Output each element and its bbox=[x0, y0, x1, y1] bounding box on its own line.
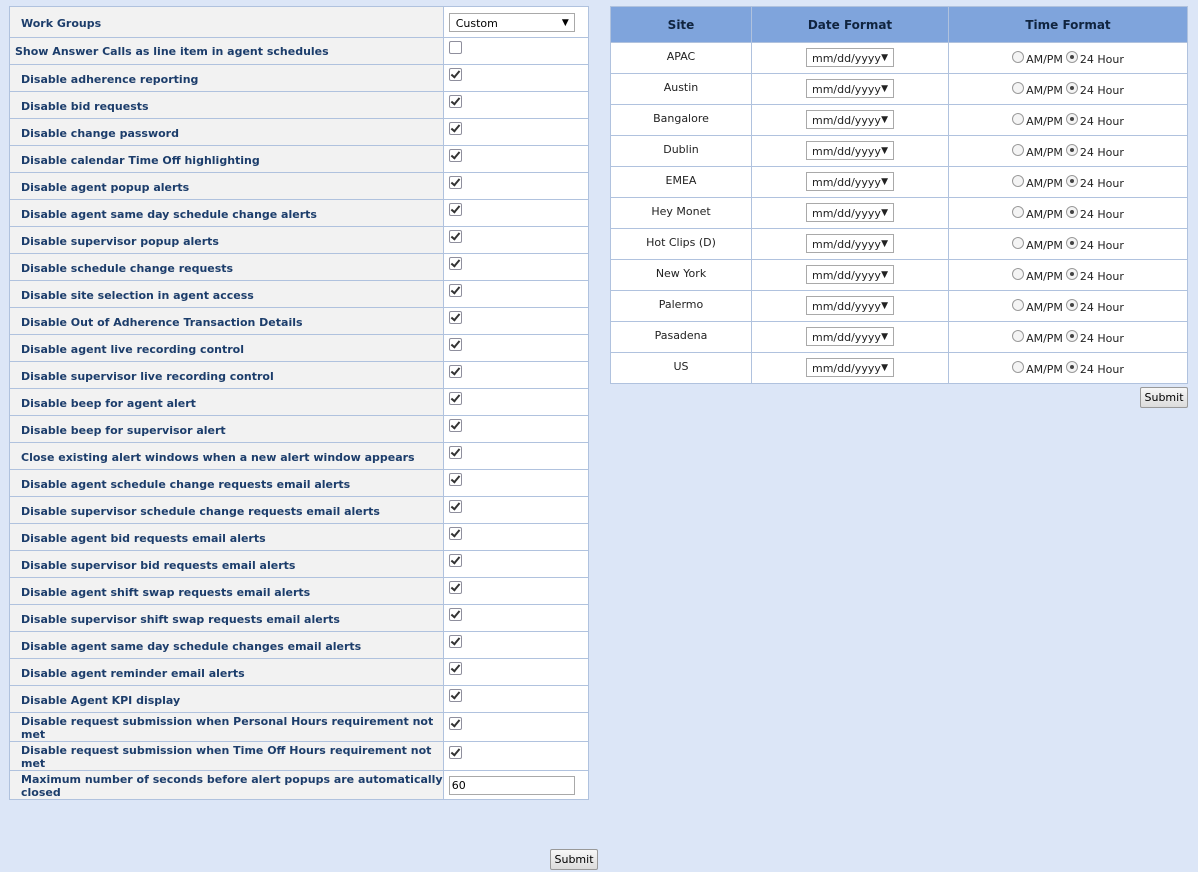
site-name: New York bbox=[611, 260, 752, 291]
time-format-radio-group bbox=[1012, 237, 1124, 252]
setting-control-cell bbox=[443, 742, 588, 771]
work-groups-value: Custom bbox=[455, 16, 498, 30]
site-name: Dublin bbox=[611, 136, 752, 167]
date-format-select[interactable] bbox=[806, 141, 894, 160]
setting-checkbox[interactable] bbox=[449, 554, 462, 567]
setting-row bbox=[10, 389, 589, 416]
h24-radio[interactable] bbox=[1066, 237, 1078, 249]
date-format-cell bbox=[752, 43, 949, 74]
site-row bbox=[611, 136, 1188, 167]
ampm-label: AM/PM bbox=[1026, 53, 1063, 66]
setting-label: Disable bid requests bbox=[10, 92, 444, 119]
ampm-radio[interactable] bbox=[1012, 361, 1024, 373]
ampm-label: AM/PM bbox=[1026, 363, 1063, 376]
h24-label: 24 Hour bbox=[1079, 270, 1124, 283]
time-format-cell bbox=[949, 229, 1188, 260]
settings-submit-button[interactable]: Submit bbox=[550, 849, 598, 870]
h24-radio[interactable] bbox=[1066, 82, 1078, 94]
setting-checkbox[interactable] bbox=[449, 662, 462, 675]
setting-control-cell bbox=[443, 362, 588, 389]
h24-label: 24 Hour bbox=[1079, 363, 1124, 376]
date-format-cell bbox=[752, 322, 949, 353]
date-format-column-header: Date Format bbox=[752, 7, 949, 43]
h24-label: 24 Hour bbox=[1079, 177, 1124, 190]
setting-label: Disable agent same day schedule changes email alerts bbox=[10, 632, 444, 659]
site-row bbox=[611, 198, 1188, 229]
setting-row bbox=[10, 470, 589, 497]
setting-checkbox[interactable] bbox=[449, 68, 462, 81]
chevron-down-icon: ▼ bbox=[881, 301, 888, 311]
date-format-cell bbox=[752, 198, 949, 229]
chevron-down-icon: ▼ bbox=[561, 17, 569, 28]
site-row bbox=[611, 74, 1188, 105]
date-format-select[interactable] bbox=[806, 296, 894, 315]
setting-label: Disable agent schedule change requests email alerts bbox=[10, 470, 444, 497]
max-seconds-input[interactable]: 60 bbox=[449, 776, 575, 795]
date-format-select[interactable] bbox=[806, 358, 894, 377]
site-name: US bbox=[611, 353, 752, 384]
site-formats-table bbox=[610, 6, 1188, 384]
work-groups-select[interactable] bbox=[449, 13, 575, 32]
setting-checkbox[interactable] bbox=[449, 473, 462, 486]
chevron-down-icon: ▼ bbox=[881, 239, 888, 249]
setting-row bbox=[10, 173, 589, 200]
setting-row bbox=[10, 119, 589, 146]
setting-label: Disable supervisor bid requests email alerts bbox=[10, 551, 444, 578]
setting-control-cell bbox=[443, 443, 588, 470]
time-format-cell bbox=[949, 43, 1188, 74]
setting-checkbox[interactable] bbox=[449, 230, 462, 243]
ampm-label: AM/PM bbox=[1026, 239, 1063, 252]
setting-label: Disable schedule change requests bbox=[10, 254, 444, 281]
setting-label: Show Answer Calls as line item in agent schedules bbox=[10, 38, 444, 65]
date-format-cell bbox=[752, 291, 949, 322]
date-format-select[interactable] bbox=[806, 265, 894, 284]
ampm-radio[interactable] bbox=[1012, 82, 1024, 94]
setting-control-cell bbox=[443, 497, 588, 524]
time-format-cell bbox=[949, 291, 1188, 322]
h24-radio[interactable] bbox=[1066, 206, 1078, 218]
site-name: Austin bbox=[611, 74, 752, 105]
h24-radio[interactable] bbox=[1066, 144, 1078, 156]
setting-row bbox=[10, 686, 589, 713]
h24-label: 24 Hour bbox=[1079, 115, 1124, 128]
time-format-cell bbox=[949, 105, 1188, 136]
date-format-cell bbox=[752, 74, 949, 105]
date-format-cell bbox=[752, 353, 949, 384]
time-format-cell bbox=[949, 198, 1188, 229]
date-format-value: mm/dd/yyyy bbox=[812, 52, 881, 65]
setting-row bbox=[10, 497, 589, 524]
site-name: Pasadena bbox=[611, 322, 752, 353]
setting-label: Disable calendar Time Off highlighting bbox=[10, 146, 444, 173]
chevron-down-icon: ▼ bbox=[881, 332, 888, 342]
h24-radio[interactable] bbox=[1066, 175, 1078, 187]
date-format-cell bbox=[752, 105, 949, 136]
setting-row bbox=[10, 65, 589, 92]
site-name: EMEA bbox=[611, 167, 752, 198]
time-format-radio-group bbox=[1012, 206, 1124, 221]
setting-control-cell bbox=[443, 713, 588, 742]
settings-table bbox=[9, 6, 589, 800]
settings-panel bbox=[9, 6, 594, 866]
setting-row bbox=[10, 308, 589, 335]
setting-checkbox[interactable] bbox=[449, 203, 462, 216]
setting-checkbox[interactable] bbox=[449, 365, 462, 378]
time-format-cell bbox=[949, 260, 1188, 291]
time-format-cell bbox=[949, 353, 1188, 384]
setting-checkbox[interactable] bbox=[449, 746, 462, 759]
setting-label: Disable site selection in agent access bbox=[10, 281, 444, 308]
ampm-radio[interactable] bbox=[1012, 51, 1024, 63]
ampm-radio[interactable] bbox=[1012, 237, 1024, 249]
setting-label: Disable supervisor shift swap requests email alerts bbox=[10, 605, 444, 632]
h24-label: 24 Hour bbox=[1079, 53, 1124, 66]
setting-row bbox=[10, 524, 589, 551]
setting-control-cell bbox=[443, 119, 588, 146]
setting-checkbox[interactable] bbox=[449, 95, 462, 108]
time-format-column-header: Time Format bbox=[949, 7, 1188, 43]
ampm-radio[interactable] bbox=[1012, 113, 1024, 125]
h24-radio[interactable] bbox=[1066, 51, 1078, 63]
setting-row bbox=[10, 362, 589, 389]
setting-checkbox[interactable] bbox=[449, 311, 462, 324]
date-format-value: mm/dd/yyyy bbox=[812, 300, 881, 313]
setting-row bbox=[10, 605, 589, 632]
setting-checkbox[interactable] bbox=[449, 176, 462, 189]
setting-row bbox=[10, 551, 589, 578]
setting-row bbox=[10, 416, 589, 443]
ampm-label: AM/PM bbox=[1026, 146, 1063, 159]
ampm-radio[interactable] bbox=[1012, 206, 1024, 218]
site-formats-submit-button[interactable]: Submit bbox=[1140, 387, 1188, 408]
setting-label: Disable request submission when Time Off Hours requirement not met bbox=[10, 742, 444, 771]
setting-control-cell bbox=[443, 146, 588, 173]
setting-checkbox[interactable] bbox=[449, 149, 462, 162]
setting-label: Disable Out of Adherence Transaction Details bbox=[10, 308, 444, 335]
setting-label: Disable agent shift swap requests email alerts bbox=[10, 578, 444, 605]
setting-label: Disable Agent KPI display bbox=[10, 686, 444, 713]
setting-label: Close existing alert windows when a new alert window appears bbox=[10, 443, 444, 470]
site-row bbox=[611, 353, 1188, 384]
h24-radio[interactable] bbox=[1066, 361, 1078, 373]
setting-control-cell bbox=[443, 227, 588, 254]
chevron-down-icon: ▼ bbox=[881, 177, 888, 187]
max-seconds-label: Maximum number of seconds before alert popups are automatically closed bbox=[10, 771, 444, 800]
setting-label: Disable agent bid requests email alerts bbox=[10, 524, 444, 551]
site-column-header: Site bbox=[611, 7, 752, 43]
setting-row bbox=[10, 200, 589, 227]
ampm-label: AM/PM bbox=[1026, 332, 1063, 345]
setting-control-cell bbox=[443, 605, 588, 632]
work-groups-label: Work Groups bbox=[10, 7, 444, 38]
setting-control-cell bbox=[443, 335, 588, 362]
max-seconds-cell bbox=[443, 771, 588, 800]
time-format-cell bbox=[949, 74, 1188, 105]
site-name: Hey Monet bbox=[611, 198, 752, 229]
setting-control-cell bbox=[443, 524, 588, 551]
time-format-radio-group bbox=[1012, 82, 1124, 97]
setting-checkbox[interactable] bbox=[449, 338, 462, 351]
setting-label: Disable supervisor live recording control bbox=[10, 362, 444, 389]
setting-label: Disable agent popup alerts bbox=[10, 173, 444, 200]
time-format-cell bbox=[949, 167, 1188, 198]
setting-checkbox[interactable] bbox=[449, 527, 462, 540]
setting-label: Disable agent live recording control bbox=[10, 335, 444, 362]
setting-checkbox[interactable] bbox=[449, 500, 462, 513]
chevron-down-icon: ▼ bbox=[881, 208, 888, 218]
setting-control-cell bbox=[443, 551, 588, 578]
date-format-cell bbox=[752, 260, 949, 291]
date-format-select[interactable] bbox=[806, 79, 894, 98]
setting-row bbox=[10, 578, 589, 605]
setting-checkbox[interactable] bbox=[449, 392, 462, 405]
site-row bbox=[611, 291, 1188, 322]
setting-row bbox=[10, 335, 589, 362]
setting-control-cell bbox=[443, 281, 588, 308]
setting-checkbox[interactable] bbox=[449, 581, 462, 594]
setting-label: Disable supervisor schedule change requests email alerts bbox=[10, 497, 444, 524]
date-format-value: mm/dd/yyyy bbox=[812, 362, 881, 375]
setting-control-cell bbox=[443, 38, 588, 65]
ampm-label: AM/PM bbox=[1026, 177, 1063, 190]
site-row bbox=[611, 105, 1188, 136]
setting-control-cell bbox=[443, 308, 588, 335]
setting-checkbox[interactable] bbox=[449, 41, 462, 54]
site-row bbox=[611, 43, 1188, 74]
date-format-value: mm/dd/yyyy bbox=[812, 176, 881, 189]
site-formats-panel bbox=[610, 6, 1188, 404]
chevron-down-icon: ▼ bbox=[881, 53, 888, 63]
setting-checkbox[interactable] bbox=[449, 717, 462, 730]
h24-label: 24 Hour bbox=[1079, 84, 1124, 97]
setting-control-cell bbox=[443, 578, 588, 605]
setting-label: Disable change password bbox=[10, 119, 444, 146]
time-format-radio-group bbox=[1012, 299, 1124, 314]
date-format-value: mm/dd/yyyy bbox=[812, 238, 881, 251]
setting-control-cell bbox=[443, 470, 588, 497]
setting-label: Disable request submission when Personal Hours requirement not met bbox=[10, 713, 444, 742]
setting-control-cell bbox=[443, 632, 588, 659]
work-groups-row bbox=[10, 7, 589, 38]
h24-radio[interactable] bbox=[1066, 330, 1078, 342]
setting-label: Disable adherence reporting bbox=[10, 65, 444, 92]
site-name: APAC bbox=[611, 43, 752, 74]
setting-control-cell bbox=[443, 173, 588, 200]
setting-control-cell bbox=[443, 200, 588, 227]
chevron-down-icon: ▼ bbox=[881, 84, 888, 94]
site-row bbox=[611, 322, 1188, 353]
date-format-select[interactable] bbox=[806, 234, 894, 253]
h24-label: 24 Hour bbox=[1079, 301, 1124, 314]
site-name: Hot Clips (D) bbox=[611, 229, 752, 260]
date-format-value: mm/dd/yyyy bbox=[812, 331, 881, 344]
h24-label: 24 Hour bbox=[1079, 332, 1124, 345]
setting-control-cell bbox=[443, 416, 588, 443]
setting-row bbox=[10, 281, 589, 308]
setting-checkbox[interactable] bbox=[449, 446, 462, 459]
time-format-radio-group bbox=[1012, 144, 1124, 159]
ampm-radio[interactable] bbox=[1012, 330, 1024, 342]
time-format-radio-group bbox=[1012, 51, 1124, 66]
setting-checkbox[interactable] bbox=[449, 608, 462, 621]
date-format-value: mm/dd/yyyy bbox=[812, 145, 881, 158]
date-format-value: mm/dd/yyyy bbox=[812, 207, 881, 220]
site-name: Bangalore bbox=[611, 105, 752, 136]
date-format-cell bbox=[752, 229, 949, 260]
setting-control-cell bbox=[443, 686, 588, 713]
setting-label: Disable beep for supervisor alert bbox=[10, 416, 444, 443]
time-format-radio-group bbox=[1012, 330, 1124, 345]
setting-control-cell bbox=[443, 389, 588, 416]
max-seconds-row bbox=[10, 771, 589, 800]
ampm-radio[interactable] bbox=[1012, 299, 1024, 311]
time-format-radio-group bbox=[1012, 175, 1124, 190]
setting-row bbox=[10, 92, 589, 119]
setting-checkbox[interactable] bbox=[449, 419, 462, 432]
setting-row bbox=[10, 742, 589, 771]
date-format-value: mm/dd/yyyy bbox=[812, 114, 881, 127]
setting-row bbox=[10, 146, 589, 173]
h24-label: 24 Hour bbox=[1079, 208, 1124, 221]
time-format-radio-group bbox=[1012, 268, 1124, 283]
time-format-radio-group bbox=[1012, 361, 1124, 376]
ampm-label: AM/PM bbox=[1026, 301, 1063, 314]
ampm-label: AM/PM bbox=[1026, 270, 1063, 283]
site-row bbox=[611, 229, 1188, 260]
setting-checkbox[interactable] bbox=[449, 635, 462, 648]
setting-control-cell bbox=[443, 65, 588, 92]
chevron-down-icon: ▼ bbox=[881, 146, 888, 156]
setting-label: Disable agent reminder email alerts bbox=[10, 659, 444, 686]
time-format-radio-group bbox=[1012, 113, 1124, 128]
date-format-select[interactable] bbox=[806, 327, 894, 346]
date-format-select[interactable] bbox=[806, 203, 894, 222]
date-format-cell bbox=[752, 136, 949, 167]
setting-row bbox=[10, 659, 589, 686]
date-format-value: mm/dd/yyyy bbox=[812, 269, 881, 282]
setting-control-cell bbox=[443, 254, 588, 281]
setting-row bbox=[10, 254, 589, 281]
site-row bbox=[611, 167, 1188, 198]
setting-control-cell bbox=[443, 92, 588, 119]
chevron-down-icon: ▼ bbox=[881, 270, 888, 280]
setting-checkbox[interactable] bbox=[449, 284, 462, 297]
date-format-select[interactable] bbox=[806, 110, 894, 129]
h24-radio[interactable] bbox=[1066, 299, 1078, 311]
setting-row bbox=[10, 713, 589, 742]
ampm-radio[interactable] bbox=[1012, 268, 1024, 280]
work-groups-cell bbox=[443, 7, 588, 38]
ampm-radio[interactable] bbox=[1012, 144, 1024, 156]
time-format-cell bbox=[949, 136, 1188, 167]
setting-row bbox=[10, 227, 589, 254]
site-formats-header-row bbox=[611, 7, 1188, 43]
date-format-select[interactable] bbox=[806, 172, 894, 191]
ampm-label: AM/PM bbox=[1026, 115, 1063, 128]
setting-checkbox[interactable] bbox=[449, 689, 462, 702]
ampm-radio[interactable] bbox=[1012, 175, 1024, 187]
h24-label: 24 Hour bbox=[1079, 239, 1124, 252]
setting-control-cell bbox=[443, 659, 588, 686]
h24-label: 24 Hour bbox=[1079, 146, 1124, 159]
setting-checkbox[interactable] bbox=[449, 122, 462, 135]
h24-radio[interactable] bbox=[1066, 113, 1078, 125]
setting-row bbox=[10, 632, 589, 659]
setting-checkbox[interactable] bbox=[449, 257, 462, 270]
ampm-label: AM/PM bbox=[1026, 84, 1063, 97]
chevron-down-icon: ▼ bbox=[881, 115, 888, 125]
h24-radio[interactable] bbox=[1066, 268, 1078, 280]
site-name: Palermo bbox=[611, 291, 752, 322]
setting-row bbox=[10, 38, 589, 65]
date-format-select[interactable] bbox=[806, 48, 894, 67]
date-format-cell bbox=[752, 167, 949, 198]
chevron-down-icon: ▼ bbox=[881, 363, 888, 373]
time-format-cell bbox=[949, 322, 1188, 353]
setting-label: Disable supervisor popup alerts bbox=[10, 227, 444, 254]
site-row bbox=[611, 260, 1188, 291]
date-format-value: mm/dd/yyyy bbox=[812, 83, 881, 96]
setting-label: Disable beep for agent alert bbox=[10, 389, 444, 416]
setting-label: Disable agent same day schedule change alerts bbox=[10, 200, 444, 227]
setting-row bbox=[10, 443, 589, 470]
ampm-label: AM/PM bbox=[1026, 208, 1063, 221]
